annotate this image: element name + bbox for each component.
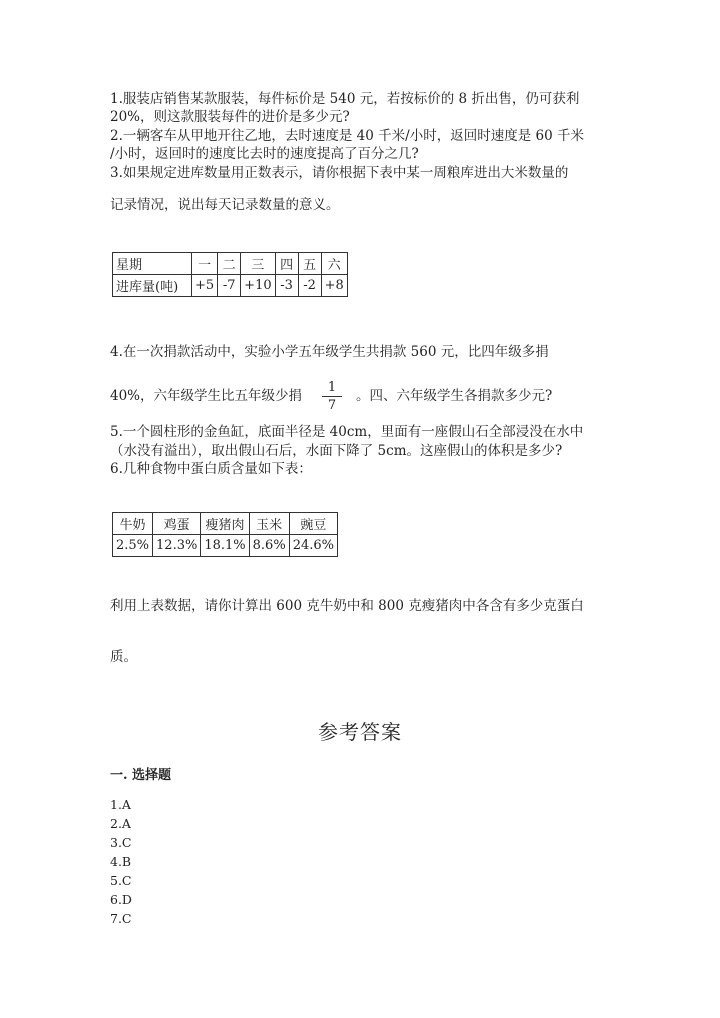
q1-line-2: 20%，则这款服装每件的进价是多少元? <box>110 109 350 125</box>
q4-line-1: 4.在一次捐款活动中，实验小学五年级学生共捐款 560 元，比四年级多捐 <box>110 344 549 360</box>
answer-item: 5.C <box>110 873 132 888</box>
table-cell: 18.1% <box>201 535 249 557</box>
q3-line-2: 记录情况，说出每天记录数量的意义。 <box>110 197 340 213</box>
q4-line-2b: 。四、六年级学生各捐款多少元? <box>356 388 553 404</box>
q1-line-1: 1.服装店销售某款服装，每件标价是 540 元，若按标价的 8 折出售，仍可获利 <box>110 91 580 107</box>
table-cell: 8.6% <box>249 535 289 557</box>
table-cell: +10 <box>241 275 275 297</box>
grain-table <box>112 252 348 297</box>
table-cell: 二 <box>218 253 241 275</box>
table-cell: 星期 <box>113 253 192 275</box>
table-cell: 进库量(吨) <box>113 275 192 297</box>
answers-section-heading: 一. 选择题 <box>110 768 172 783</box>
table-row <box>113 535 338 557</box>
table-cell: 四 <box>275 253 298 275</box>
table-row <box>113 275 348 297</box>
q6-line-1: 6.几种食物中蛋白质含量如下表： <box>110 461 312 477</box>
answer-item: 7.C <box>110 911 132 926</box>
table-cell: 玉米 <box>249 513 289 535</box>
q2-line-2: /小时，返回时的速度比去时的速度提高了百分之几? <box>110 146 419 162</box>
table-cell: 2.5% <box>113 535 153 557</box>
table-cell: +5 <box>192 275 218 297</box>
answer-item: 1.A <box>110 797 131 812</box>
protein-table <box>112 512 338 557</box>
table-cell: 12.3% <box>153 535 201 557</box>
answer-item: 6.D <box>110 892 132 907</box>
fraction-denominator: 7 <box>327 398 337 413</box>
table-cell: 六 <box>321 253 347 275</box>
table-cell: 瘦猪肉 <box>201 513 249 535</box>
q3-line-1: 3.如果规定进库数量用正数表示，请你根据下表中某一周粮库进出大米数量的 <box>110 165 569 181</box>
table-cell: -2 <box>298 275 321 297</box>
table-cell: 一 <box>192 253 218 275</box>
table-cell: 鸡蛋 <box>153 513 201 535</box>
table-cell: 豌豆 <box>289 513 337 535</box>
answer-item: 2.A <box>110 816 131 831</box>
q2-line-1: 2.一辆客车从甲地开往乙地，去时速度是 40 千米/小时，返回时速度是 60 千米 <box>110 128 584 144</box>
answer-item: 3.C <box>110 835 132 850</box>
table-row <box>113 513 338 535</box>
table-cell: -3 <box>275 275 298 297</box>
table-cell: +8 <box>321 275 347 297</box>
fraction <box>322 380 342 413</box>
table-cell: 24.6% <box>289 535 337 557</box>
q4-line-2a: 40%，六年级学生比五年级少捐 <box>110 388 303 404</box>
q5-line-2: （水没有溢出），取出假山石后，水面下降了 5cm。这座假山的体积是多少? <box>110 443 563 459</box>
table-row <box>113 253 348 275</box>
q5-line-1: 5.一个圆柱形的金鱼缸，底面半径是 40cm，里面有一座假山石全部浸没在水中 <box>110 424 584 440</box>
fraction-numerator: 1 <box>322 380 342 397</box>
q6-line-2: 利用上表数据，请你计算出 600 克牛奶中和 800 克瘦猪肉中各含有多少克蛋白 <box>110 598 584 614</box>
table-cell: 牛奶 <box>113 513 153 535</box>
answer-item: 4.B <box>110 854 132 869</box>
table-cell: 三 <box>241 253 275 275</box>
table-cell: -7 <box>218 275 241 297</box>
answers-title: 参考答案 <box>318 720 402 744</box>
table-cell: 五 <box>298 253 321 275</box>
q6-line-3: 质。 <box>110 649 137 665</box>
